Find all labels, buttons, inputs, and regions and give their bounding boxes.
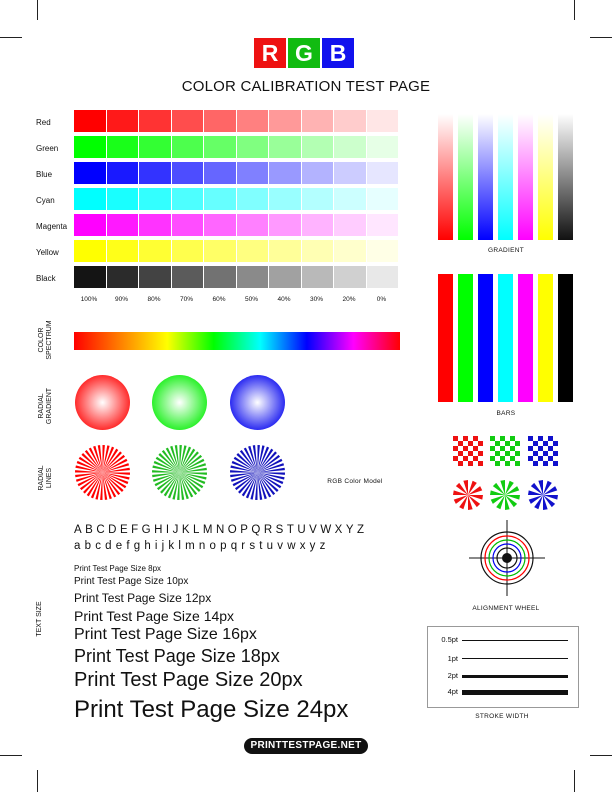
crop-mark — [37, 0, 38, 20]
color-swatch — [302, 240, 334, 262]
color-swatch — [74, 240, 106, 262]
solid-bar — [498, 274, 513, 402]
color-swatch — [237, 240, 269, 262]
solid-bar — [458, 274, 473, 402]
logo-letter-b: B — [322, 38, 354, 68]
color-swatch — [139, 162, 171, 184]
color-swatch — [107, 188, 139, 210]
color-row-swatches — [74, 136, 398, 158]
color-swatch — [367, 214, 399, 236]
color-swatch — [107, 214, 139, 236]
color-swatch — [302, 266, 334, 288]
color-swatch — [74, 110, 106, 132]
color-swatch — [334, 214, 366, 236]
checker-square — [473, 436, 478, 441]
checker-square — [468, 451, 473, 456]
spectrum-label: COLOR SPECTRUM — [38, 320, 53, 360]
color-swatch — [334, 266, 366, 288]
color-swatch — [172, 266, 204, 288]
checker-square — [463, 456, 468, 461]
stroke-label-05: 0.5pt — [441, 635, 458, 644]
checker-square — [528, 436, 533, 441]
checker-square — [463, 436, 468, 441]
color-swatch — [269, 266, 301, 288]
percentage-label: 20% — [342, 296, 356, 303]
footer-badge: PRINTTESTPAGE.NET — [244, 738, 368, 754]
alphabet-lowercase: abcdefghijklmnopqrstuvwxyz — [74, 540, 330, 552]
gradient-caption: GRADIENT — [488, 247, 524, 254]
color-swatch — [367, 266, 399, 288]
color-spectrum-bar — [74, 332, 400, 350]
checker-square — [458, 451, 463, 456]
crop-mark — [0, 37, 22, 38]
stroke-label-2: 2pt — [447, 671, 458, 680]
stroke-line-4 — [462, 690, 568, 695]
radial-ray — [103, 445, 105, 473]
percentage-label: 30% — [309, 296, 323, 303]
radial-lines-red — [75, 445, 130, 500]
checker-square — [528, 456, 533, 461]
color-swatch — [237, 136, 269, 158]
color-row-swatches — [74, 240, 398, 262]
color-swatch — [302, 136, 334, 158]
radial-gradient-label: RADIAL GRADIENT — [38, 387, 53, 425]
checker-square — [505, 441, 510, 446]
checker-square — [548, 436, 553, 441]
radial-ray — [75, 470, 103, 472]
bars-caption: BARS — [496, 410, 516, 417]
checker-square — [538, 446, 543, 451]
radial-lines-blue — [230, 445, 285, 500]
percentage-label: 0% — [376, 296, 387, 303]
stroke-line-05 — [462, 640, 568, 641]
color-swatch — [204, 136, 236, 158]
checker-square — [458, 461, 463, 466]
stroke-caption: STROKE WIDTH — [475, 713, 529, 720]
text-size-14: Print Test Page Size 14px — [74, 608, 235, 624]
checker-square — [478, 441, 483, 446]
color-swatch — [269, 136, 301, 158]
color-swatch — [367, 162, 399, 184]
checker-square — [500, 446, 505, 451]
text-size-12: Print Test Page Size 12px — [74, 591, 212, 605]
radial-ray — [258, 445, 260, 473]
percentage-label: 50% — [244, 296, 258, 303]
checker-square — [533, 441, 538, 446]
checkerboard-red — [453, 436, 483, 466]
color-swatch — [204, 162, 236, 184]
gradient-bar — [478, 114, 493, 240]
color-row-label: Black — [36, 274, 56, 283]
small-radial-lines-red — [453, 480, 483, 510]
rgb-model-caption: RGB Color Model — [327, 478, 383, 485]
radial-ray — [180, 445, 182, 473]
color-row-label: Magenta — [36, 222, 68, 231]
text-size-label: TEXT SIZE — [36, 601, 43, 637]
color-swatch — [139, 110, 171, 132]
crop-mark — [0, 755, 22, 756]
color-swatch — [269, 110, 301, 132]
radial-gradient-red — [75, 375, 130, 430]
checker-square — [453, 456, 458, 461]
stroke-width-panel — [427, 626, 579, 708]
color-swatch — [334, 162, 366, 184]
checker-square — [473, 456, 478, 461]
checker-square — [538, 456, 543, 461]
color-swatch — [139, 188, 171, 210]
color-row-label: Blue — [36, 170, 53, 179]
checker-square — [478, 451, 483, 456]
radial-gradient-green — [152, 375, 207, 430]
crop-mark — [590, 755, 612, 756]
text-size-16: Print Test Page Size 16px — [74, 626, 257, 643]
percentage-label: 90% — [114, 296, 128, 303]
crop-mark — [590, 37, 612, 38]
checker-square — [553, 451, 558, 456]
percentage-label: 60% — [212, 296, 226, 303]
color-swatch — [74, 266, 106, 288]
solid-bar — [478, 274, 493, 402]
color-swatch — [237, 214, 269, 236]
color-swatch — [107, 162, 139, 184]
stroke-label-1: 1pt — [447, 654, 458, 663]
color-swatch — [139, 214, 171, 236]
checker-square — [505, 461, 510, 466]
solid-bar — [518, 274, 533, 402]
radial-ray — [230, 470, 258, 472]
checker-square — [533, 461, 538, 466]
color-swatch — [172, 136, 204, 158]
logo-letter-r: R — [254, 38, 286, 68]
checker-square — [478, 461, 483, 466]
color-row-swatches — [74, 266, 398, 288]
color-swatch — [302, 188, 334, 210]
percentage-label: 80% — [147, 296, 161, 303]
checker-square — [548, 446, 553, 451]
checker-square — [533, 451, 538, 456]
text-size-18: Print Test Page Size 18px — [74, 646, 280, 666]
small-radial-lines-green — [490, 480, 520, 510]
solid-bar — [558, 274, 573, 402]
color-swatch — [107, 240, 139, 262]
radial-ray — [177, 473, 179, 501]
color-swatch — [139, 136, 171, 158]
checker-square — [468, 441, 473, 446]
color-swatch — [172, 214, 204, 236]
checker-square — [495, 441, 500, 446]
checker-square — [543, 461, 548, 466]
percentage-label: 100% — [80, 296, 98, 303]
stroke-line-1 — [462, 658, 568, 659]
solid-bar — [438, 274, 453, 402]
color-swatch — [172, 162, 204, 184]
text-size-10: Print Test Page Size 10px — [74, 576, 189, 587]
gradient-bar — [558, 114, 573, 240]
color-swatch — [367, 188, 399, 210]
color-swatch — [367, 110, 399, 132]
color-swatch — [367, 240, 399, 262]
color-row-label: Red — [36, 118, 51, 127]
text-size-24: Print Test Page Size 24px — [74, 696, 349, 723]
color-swatch — [204, 188, 236, 210]
radial-lines-green — [152, 445, 207, 500]
checker-square — [543, 441, 548, 446]
color-swatch — [74, 136, 106, 158]
solid-bar — [538, 274, 553, 402]
gradient-bar — [438, 114, 453, 240]
small-radial-lines-blue — [528, 480, 558, 510]
color-row-swatches — [74, 162, 398, 184]
gradient-bar — [538, 114, 553, 240]
color-row-label: Cyan — [36, 196, 55, 205]
radial-ray — [100, 473, 102, 501]
color-swatch — [107, 136, 139, 158]
checker-square — [553, 441, 558, 446]
color-swatch — [334, 240, 366, 262]
checker-square — [473, 446, 478, 451]
rgb-logo — [254, 38, 354, 68]
color-swatch — [172, 240, 204, 262]
radial-lines-label: RADIAL LINES — [38, 465, 53, 491]
color-swatch — [172, 110, 204, 132]
color-swatch — [204, 266, 236, 288]
color-swatch — [367, 136, 399, 158]
color-swatch — [204, 110, 236, 132]
checkerboard-blue — [528, 436, 558, 466]
color-swatch — [269, 162, 301, 184]
checker-square — [500, 456, 505, 461]
color-swatch — [269, 240, 301, 262]
checker-square — [495, 461, 500, 466]
color-swatch — [74, 162, 106, 184]
color-swatch — [204, 214, 236, 236]
checker-square — [463, 446, 468, 451]
color-swatch — [334, 136, 366, 158]
stroke-label-4: 4pt — [447, 687, 458, 696]
rgb-color-model — [304, 372, 406, 472]
checker-square — [453, 446, 458, 451]
radial-ray — [152, 470, 180, 472]
color-row-swatches — [74, 110, 398, 132]
percentage-label: 40% — [277, 296, 291, 303]
color-swatch — [237, 110, 269, 132]
gradient-bar — [518, 114, 533, 240]
radial-ray — [255, 473, 257, 501]
checker-square — [500, 436, 505, 441]
text-size-20: Print Test Page Size 20px — [74, 669, 303, 691]
checker-square — [453, 436, 458, 441]
radial-ray — [103, 473, 131, 475]
crop-mark — [574, 770, 575, 792]
checker-square — [490, 456, 495, 461]
checker-square — [490, 446, 495, 451]
color-swatch — [269, 214, 301, 236]
color-swatch — [172, 188, 204, 210]
checker-square — [528, 446, 533, 451]
color-swatch — [237, 188, 269, 210]
color-swatch — [204, 240, 236, 262]
checker-square — [468, 461, 473, 466]
color-swatch — [302, 214, 334, 236]
color-row-label: Green — [36, 144, 59, 153]
checker-square — [543, 451, 548, 456]
logo-letter-g: G — [288, 38, 320, 68]
checker-square — [515, 451, 520, 456]
checker-square — [458, 441, 463, 446]
color-swatch — [237, 266, 269, 288]
radial-ray — [180, 473, 208, 475]
color-swatch — [107, 266, 139, 288]
page-title: COLOR CALIBRATION TEST PAGE — [181, 78, 431, 95]
color-swatch — [302, 162, 334, 184]
crop-mark — [37, 770, 38, 792]
checker-square — [515, 461, 520, 466]
color-swatch — [139, 266, 171, 288]
checker-square — [510, 446, 515, 451]
text-size-8: Print Test Page Size 8px — [74, 564, 162, 573]
checker-square — [510, 436, 515, 441]
checker-square — [548, 456, 553, 461]
gradient-bar — [458, 114, 473, 240]
color-swatch — [334, 188, 366, 210]
checker-square — [495, 451, 500, 456]
gradient-bar — [498, 114, 513, 240]
alignment-caption: ALIGNMENT WHEEL — [472, 605, 540, 612]
checker-square — [505, 451, 510, 456]
color-swatch — [107, 110, 139, 132]
checker-square — [510, 456, 515, 461]
checkerboard-green — [490, 436, 520, 466]
color-swatch — [139, 240, 171, 262]
color-swatch — [74, 188, 106, 210]
color-row-swatches — [74, 188, 398, 210]
checker-square — [490, 436, 495, 441]
color-row-swatches — [74, 214, 398, 236]
color-swatch — [269, 188, 301, 210]
color-swatch — [237, 162, 269, 184]
color-row-label: Yellow — [36, 248, 59, 257]
stroke-line-2 — [462, 675, 568, 678]
color-swatch — [302, 110, 334, 132]
radial-ray — [258, 473, 286, 475]
checker-square — [538, 436, 543, 441]
radial-gradient-blue — [230, 375, 285, 430]
alphabet-uppercase: ABCDEFGHIJKLMNOPQRSTUVWXYZ — [74, 524, 368, 536]
percentage-label: 70% — [179, 296, 193, 303]
alignment-wheel — [469, 520, 545, 596]
crop-mark — [574, 0, 575, 20]
checker-square — [553, 461, 558, 466]
checker-square — [515, 441, 520, 446]
color-swatch — [74, 214, 106, 236]
color-swatch — [334, 110, 366, 132]
